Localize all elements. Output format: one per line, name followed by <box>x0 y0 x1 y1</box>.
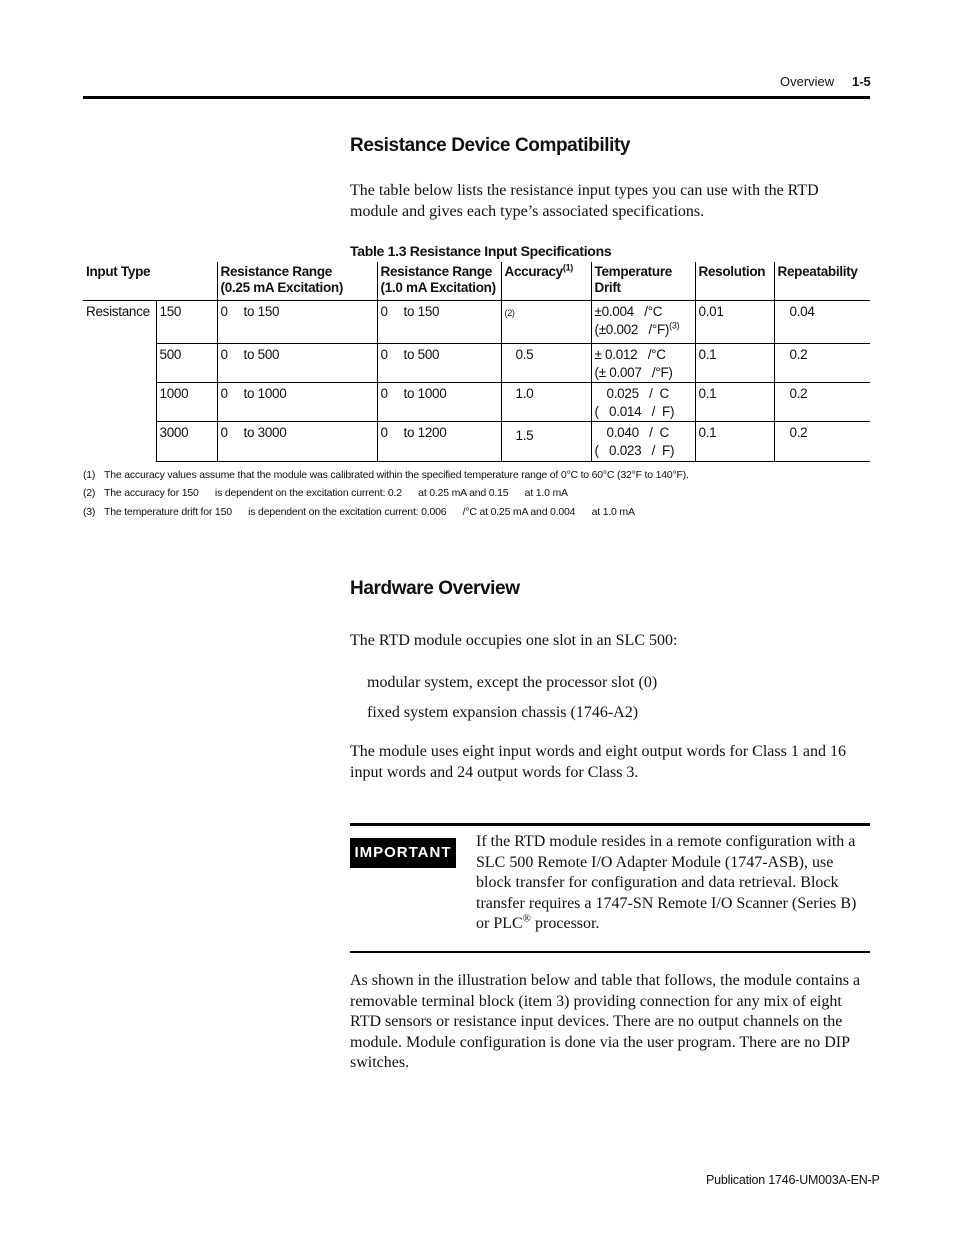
hardware-paragraph-2: The module uses eight input words and eight output words for Class 1 and 16 input words and 24 output words for Class 3. <box>350 743 846 781</box>
hardware-paragraph-3: As shown in the illustration below and table that follows, the module contains a removable terminal block (item 3) providing connection for any mix of eight RTD sensors or resistance input devices. There are no output channels on the module. Module configuration is done via the user program. There are no DIP switches. <box>350 972 861 1071</box>
col-header-drift: Temperature Drift <box>591 262 695 301</box>
table-row <box>83 383 870 422</box>
col-header-resolution: Resolution <box>695 262 774 301</box>
cell-drift: 0.040 / C ( 0.023 / F) <box>591 422 695 462</box>
cell-resolution: 0.1 <box>695 422 774 462</box>
header-section: Overview <box>780 74 835 89</box>
table-row <box>83 344 870 383</box>
col-header-accuracy: Accuracy$^{(1)}$ <box>501 262 591 301</box>
cell-range-025: 0 to 500 <box>217 344 377 383</box>
table-caption: Table 1.3 Resistance Input Specifications <box>350 243 612 259</box>
important-bottom-rule <box>350 951 870 953</box>
cell-range-10: 0 to 150 <box>377 301 501 344</box>
important-label: IMPORTANT <box>350 838 456 868</box>
cell-ohms: 3000 <box>156 422 217 462</box>
cell-drift: ± 0.012 /°C (± 0.007 /°F) <box>591 344 695 383</box>
intro-paragraph: The table below lists the resistance input types you can use with the RTD module and gives each type’s associated specifications. <box>350 182 819 220</box>
cell-repeatability: 0.04 <box>774 301 870 344</box>
important-top-rule <box>350 823 870 826</box>
publication-footer: Publication 1746-UM003A-EN-P <box>706 1173 880 1187</box>
footnote-2: (2) The accuracy for 150 is dependent on the excitation current: 0.2 at 0.25 mA and 0.15 at 1.0 mA <box>83 487 568 499</box>
important-text: If the RTD module resides in a remote configuration with a SLC 500 Remote I/O Adapter Module (1747-ASB), use block transfer for configuration and data retrieval. Block transfer requires a 1747-SN Remote I/O Scanner (Series B) or PLC® processor. <box>476 833 857 932</box>
section-title-resistance: Resistance Device Compatibility <box>350 135 631 156</box>
footnote-3: (3) The temperature drift for 150 is dependent on the excitation current: 0.006 /°C at 0.25 mA and 0.004 at 1.0 mA <box>83 506 635 518</box>
table-row <box>83 422 870 462</box>
cell-repeatability: 0.2 <box>774 383 870 422</box>
cell-range-10: 0 to 1200 <box>377 422 501 462</box>
col-header-input-type: Input Type <box>83 262 217 301</box>
resistance-spec-table <box>83 262 870 462</box>
cell-range-025: 0 to 1000 <box>217 383 377 422</box>
cell-accuracy: 0.5 <box>501 344 591 383</box>
section-title-hardware: Hardware Overview <box>350 578 520 599</box>
cell-ohms: 150 <box>156 301 217 344</box>
cell-resolution: 0.01 <box>695 301 774 344</box>
list-item: modular system, except the processor slot (0) <box>367 674 658 691</box>
cell-accuracy: (2) <box>501 301 591 344</box>
cell-drift: ±0.004 /°C (±0.002 /°F)$^{(3)}$ <box>591 301 695 344</box>
group-label-resistance: Resistance <box>83 301 156 462</box>
table-row <box>83 301 870 344</box>
page-number: 1-5 <box>852 74 871 89</box>
cell-range-10: 0 to 1000 <box>377 383 501 422</box>
cell-accuracy: 1.5 <box>501 422 591 462</box>
hardware-paragraph-1: The RTD module occupies one slot in an SLC 500: <box>350 632 678 649</box>
col-header-range-10: Resistance Range (1.0 mA Excitation) <box>377 262 501 301</box>
cell-resolution: 0.1 <box>695 383 774 422</box>
col-header-range-025: Resistance Range (0.25 mA Excitation) <box>217 262 377 301</box>
table-header-row <box>83 262 870 301</box>
header-rule <box>83 96 870 99</box>
list-item: fixed system expansion chassis (1746-A2) <box>367 704 639 721</box>
cell-accuracy: 1.0 <box>501 383 591 422</box>
cell-repeatability: 0.2 <box>774 422 870 462</box>
cell-range-10: 0 to 500 <box>377 344 501 383</box>
cell-range-025: 0 to 150 <box>217 301 377 344</box>
footnote-1: (1) The accuracy values assume that the module was calibrated within the specified temperature range of 0°C to 60°C (32°F to 140°F). <box>83 469 689 481</box>
cell-range-025: 0 to 3000 <box>217 422 377 462</box>
col-header-repeatability: Repeatability <box>774 262 870 301</box>
cell-ohms: 500 <box>156 344 217 383</box>
cell-ohms: 1000 <box>156 383 217 422</box>
cell-drift: 0.025 / C ( 0.014 / F) <box>591 383 695 422</box>
cell-resolution: 0.1 <box>695 344 774 383</box>
cell-repeatability: 0.2 <box>774 344 870 383</box>
